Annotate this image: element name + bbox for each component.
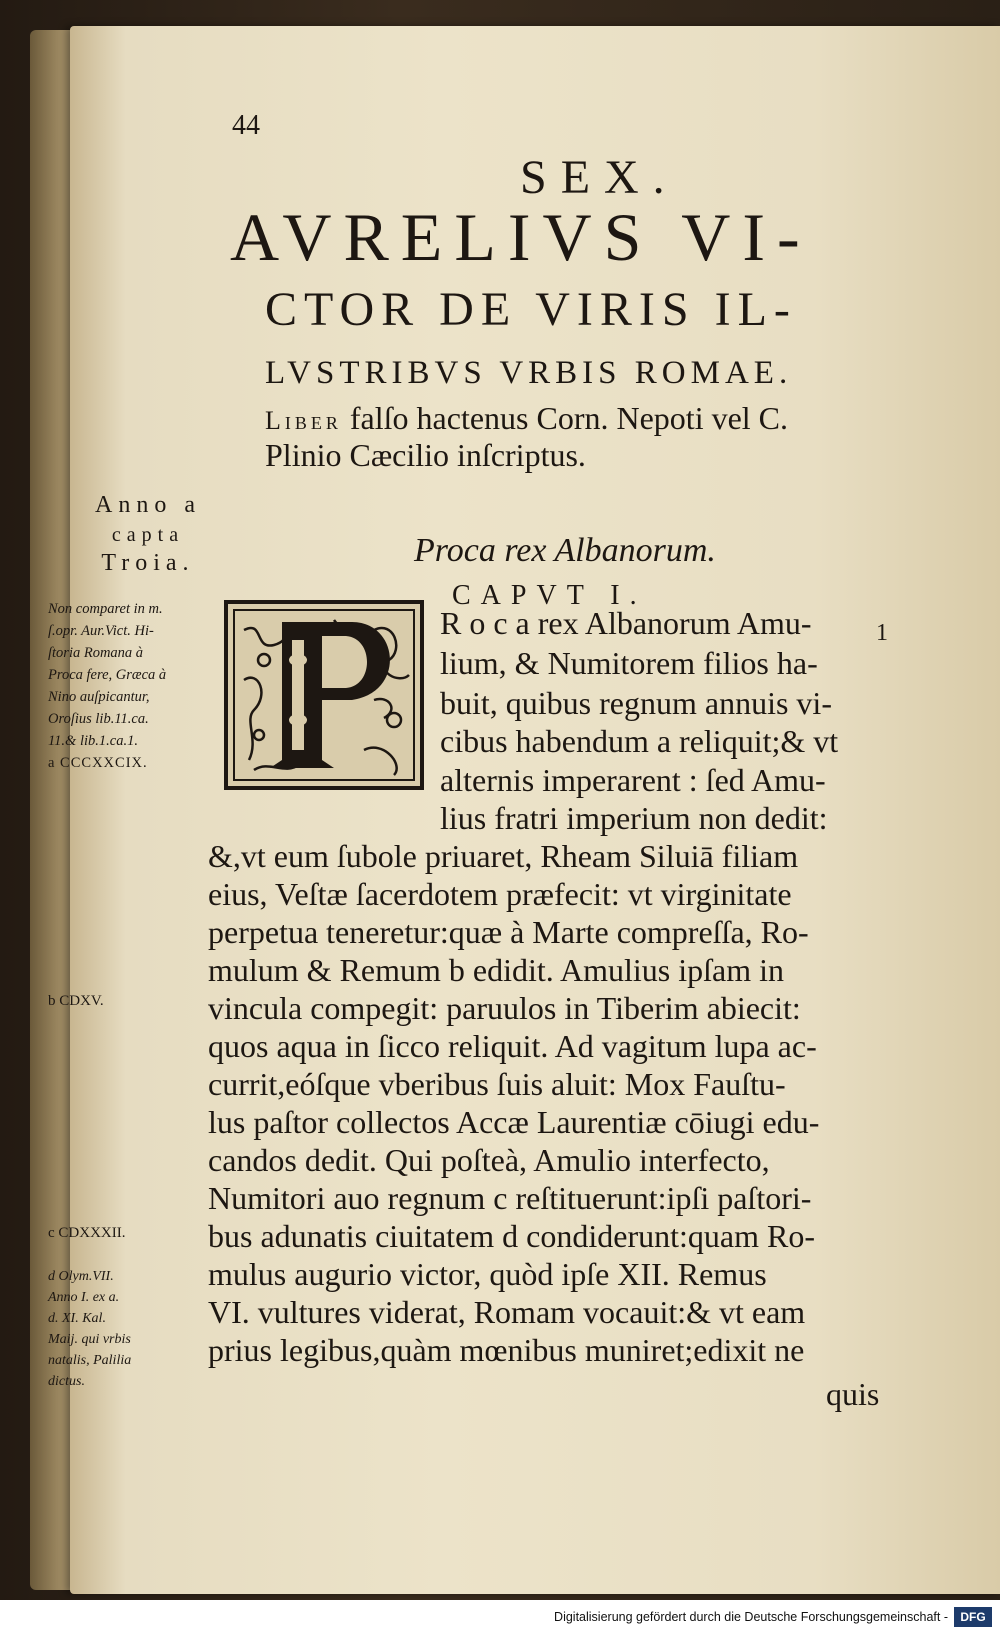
margin-note-line: Anno I. ex a.: [48, 1290, 120, 1305]
margin-note-line: Nino auſpicantur,: [48, 689, 150, 705]
margin-note-line: ſ.opr. Aur.Vict. Hi-: [48, 623, 154, 639]
body-line: quos aqua in ſicco reliquit. Ad vagitum lupa ac-: [208, 1028, 817, 1064]
body-line: vincula compegit: paruulos in Tiberim abiecit:: [208, 990, 801, 1026]
margin-note-line: 11.& lib.1.ca.1.: [48, 733, 138, 749]
title-line-2: AVRELIVS VI-: [230, 199, 812, 275]
title-line-5: [265, 400, 788, 437]
body-line: candos dedit. Qui poſteà, Amulio interfecto,: [208, 1142, 770, 1178]
dfg-logo-icon: DFG: [954, 1607, 992, 1627]
chapter-heading: CAPVT I.: [452, 580, 647, 611]
body-line: VI. vultures viderat, Romam vocauit:& vt eam: [208, 1294, 806, 1330]
catchword: quis: [826, 1376, 880, 1412]
margin-note-line: Proca fere, Græca à: [48, 667, 167, 683]
title-line-6: Plinio Cæcilio inſcriptus.: [265, 437, 586, 473]
body-line: mulus augurio victor, quòd ipſe XII. Remus: [208, 1256, 767, 1292]
margin-note-c: c CDXXXII.: [48, 1225, 126, 1241]
margin-note-line: d. XI. Kal.: [48, 1311, 106, 1326]
decorated-initial-p-icon: [224, 600, 424, 790]
body-line: prius legibus,quàm mœnibus muniret;edixit ne: [208, 1332, 805, 1368]
title-line-5-text: falſo hactenus Corn. Nepoti vel C.: [349, 400, 789, 436]
margin-note-b: b CDXV.: [48, 993, 104, 1009]
body-line: Numitori auo regnum c reſtituerunt:ipſi paſtori-: [208, 1180, 812, 1216]
margin-note-line: dictus.: [48, 1374, 85, 1389]
body-line: &,vt eum ſubole priuaret, Rheam Siluiā filiam: [208, 838, 799, 874]
footer-bar: [0, 1600, 1000, 1635]
margin-note-line: Maij. qui vrbis: [48, 1332, 131, 1347]
body-line: lius fratri imperium non dedit:: [440, 800, 828, 836]
body-line: buit, quibus regnum annuis vi-: [440, 685, 832, 721]
body-line: cibus habendum a reliquit;& vt: [440, 723, 839, 759]
margin-note-line: Oroſius lib.11.ca.: [48, 711, 149, 727]
margin-heading-2: capta: [111, 524, 185, 546]
body-line: alternis imperarent : ſed Amu-: [440, 762, 826, 798]
body-line: eius, Veſtæ ſacerdotem præfecit: vt virginitate: [208, 876, 792, 912]
page-number: 44: [232, 110, 260, 141]
body-line: R o c a rex Albanorum Amu-: [440, 605, 812, 641]
title-line-1: SEX.: [520, 151, 679, 204]
margin-heading-3: Troia.: [101, 550, 195, 576]
title-line-4: LVSTRIBVS VRBIS ROMAE.: [265, 355, 793, 391]
body-line: perpetua teneretur:quæ à Marte compreſſa, Ro-: [208, 914, 809, 950]
body-line: lus paſtor collectos Accæ Laurentiæ cōiugi edu-: [208, 1104, 820, 1140]
body-line: mulum & Remum b edidit. Amulius ipſam in: [208, 952, 784, 988]
body-line: bus adunatis ciuitatem d condiderunt:quam Ro-: [208, 1218, 815, 1254]
body-line: currit,eóſque vberibus ſuis aluit: Mox Fauſtu-: [208, 1066, 786, 1102]
margin-note-a: [48, 598, 218, 774]
margin-note-line: natalis, Palilia: [48, 1353, 132, 1368]
margin-note-line: ſtoria Romana à: [48, 645, 144, 661]
line-number: 1: [876, 620, 888, 646]
body-line: lium, & Numitorem filios ha-: [440, 645, 818, 681]
title-line-3: CTOR DE VIRIS IL-: [265, 283, 797, 336]
margin-note-line: d Olym.VII.: [48, 1269, 114, 1284]
footer-credit: Digitalisierung gefördert durch die Deutsche Forschungsgemeinschaft -: [554, 1610, 948, 1624]
margin-note-line: a CCCXXCIX.: [48, 755, 148, 771]
title-liber: Liber: [265, 406, 342, 435]
margin-note-line: Non comparet in m.: [48, 601, 163, 617]
margin-heading-1: Anno a: [95, 492, 201, 518]
margin-note-d: [48, 1266, 131, 1392]
chapter-subtitle: Proca rex Albanorum.: [414, 532, 716, 569]
